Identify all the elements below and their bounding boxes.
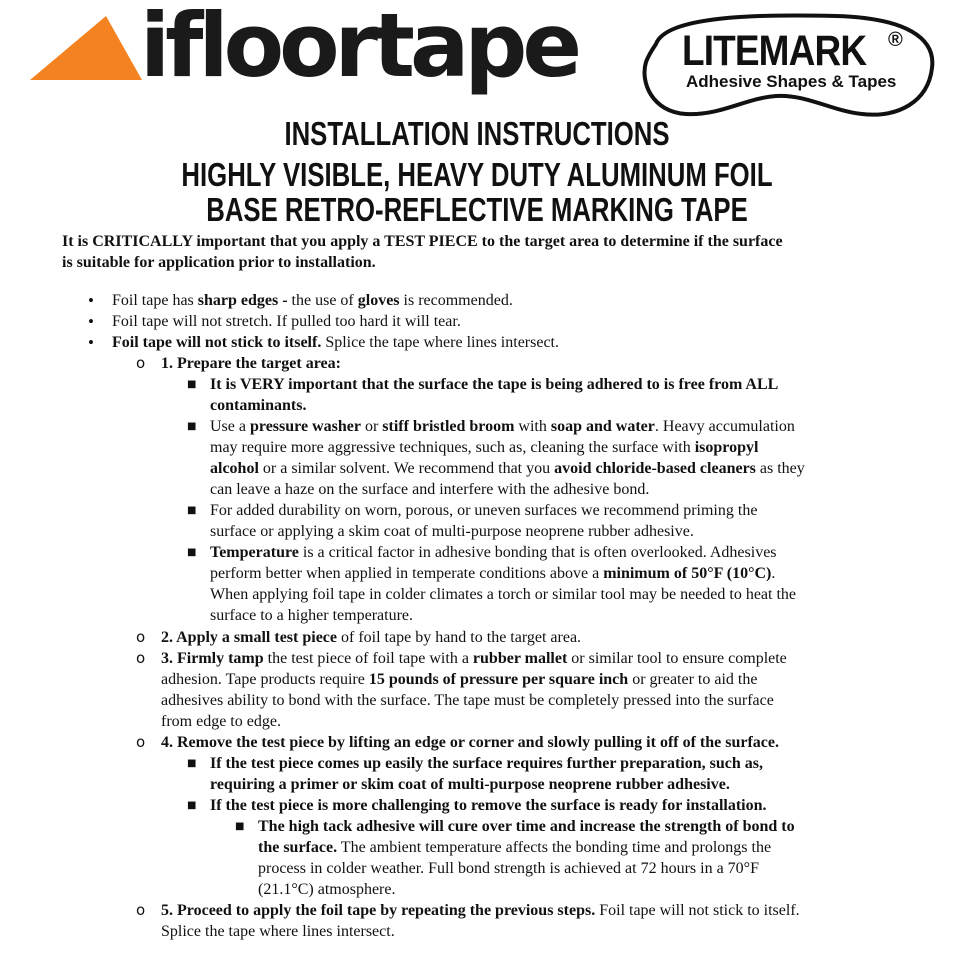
text: of foil tape by hand to the target area. [337,629,582,646]
text-bold: pressure washer [249,418,361,435]
text: or similar tool to ensure complete [567,650,787,667]
sub-bullet-marker: ■ [187,800,197,811]
text-bold: 5. Proceed to apply the foil tape by repeating the previous steps. [161,902,596,919]
sub-bullet-marker: ■ [187,505,197,516]
text-bold: 3. Firmly tamp [161,650,264,667]
bullet-marker: • [88,291,94,310]
text: may require more aggressive techniques, such as, cleaning the surface with [210,439,695,456]
text: or a similar solvent. We recommend that you [258,460,555,477]
step-4-sub-item-line: (21.1°C) atmosphere. [258,881,396,898]
step-marker: o [136,649,146,667]
text: Foil tape will not stick to itself. [595,902,800,919]
step-marker: o [136,354,146,372]
document-subtitle-line-1: HIGHLY VISIBLE, HEAVY DUTY ALUMINUM FOIL [181,156,773,193]
text-bold: soap and water [550,418,655,435]
document-subtitle-line-2: BASE RETRO-REFLECTIVE MARKING TAPE [206,191,748,228]
text: Splice the tape where lines intersect. [321,334,559,351]
intro-line: It is CRITICALLY important that you apply a TEST PIECE to the target area to determine if the surface [62,233,783,250]
bullet-no-stretch: Foil tape will not stretch. If pulled too hard it will tear. [112,313,461,330]
sub-bullet-marker: ■ [187,421,197,432]
ifloortape-logo-text: ifloortape [140,0,578,97]
text: or [360,418,383,435]
step-1-item-4-line [210,542,777,563]
text: . Heavy accumulation [654,418,795,435]
step-4-sub-item-line: process in colder weather. Full bond strength is achieved at 72 hours in a 70°F [258,860,759,877]
text-bold: sharp edges - [197,292,292,309]
step-4-item-2-line: If the test piece is more challenging to remove the surface is ready for installation. [210,797,767,814]
step-3-line [161,669,757,690]
ifloortape-logo [28,0,608,116]
text: The ambient temperature affects the bonding time and prolongs the [337,839,772,856]
text-bold: minimum of 50°F (10°C) [603,565,772,582]
sub-bullet-marker: ■ [187,758,197,769]
orange-triangle-icon [28,8,146,92]
step-4-title: 4. Remove the test piece by lifting an edge or corner and slowly pulling it off of the surface. [161,734,780,751]
text-bold: 15 pounds of pressure per square inch [368,671,629,688]
text: is recommended. [399,292,513,309]
litemark-tagline: Adhesive Shapes & Tapes [686,72,897,91]
registered-mark: ® [888,29,903,51]
step-1-item-1-line: It is VERY important that the surface the tape is being adhered to is free from ALL [210,376,779,393]
step-1-item-1-line: contaminants. [210,397,307,414]
text: the test piece of foil tape with a [263,650,473,667]
step-4-item-1-line: If the test piece comes up easily the surface requires further preparation, such as, [210,755,763,772]
step-3-line [161,648,787,669]
step-1-title: 1. Prepare the target area: [161,355,341,372]
text: is a critical factor in adhesive bonding that is often overlooked. Adhesives [298,544,777,561]
text: adhesion. Tape products require [161,671,369,688]
text-bold: Temperature [210,544,299,561]
text-bold: gloves [357,292,400,309]
bullet-marker: • [88,333,94,352]
text: or greater to aid the [628,671,758,688]
step-1-item-4-line: surface to a higher temperature. [210,607,414,624]
step-4-sub-item-line: The high tack adhesive will cure over time and increase the strength of bond to [258,818,795,835]
sub-sub-bullet-marker: ■ [235,821,245,832]
text: the use of [291,292,358,309]
text-bold: 2. Apply a small test piece [161,629,337,646]
step-3-line: from edge to edge. [161,713,281,730]
text-bold: the surface. [258,839,338,856]
sub-bullet-marker: ■ [187,379,197,390]
intro-line: is suitable for application prior to installation. [62,254,376,271]
bullet-marker: • [88,312,94,331]
step-1-item-2-line [210,458,805,479]
text-bold: rubber mallet [472,650,568,667]
text-bold: stiff bristled broom [382,418,515,435]
litemark-logo-name: LITEMARK [682,27,867,75]
text-bold: alcohol [210,460,259,477]
text-bold: avoid chloride-based cleaners [554,460,756,477]
step-marker: o [136,628,146,646]
text-bold: isopropyl [694,439,759,456]
document-title: INSTALLATION INSTRUCTIONS [284,115,670,152]
step-5-line: Splice the tape where lines intersect. [161,923,395,940]
text: perform better when applied in temperate conditions above a [210,565,604,582]
step-1-item-2-line [210,437,758,458]
sub-bullet-marker: ■ [187,547,197,558]
step-marker: o [136,901,146,919]
text-bold: Foil tape will not stick to itself. [112,334,322,351]
step-4-item-1-line: requiring a primer or skim coat of multi-purpose neoprene rubber adhesive. [210,776,730,793]
bullet-no-stick [112,332,559,353]
step-4-sub-item-line [258,837,771,858]
step-5-line [161,900,800,921]
intro-paragraph [62,231,904,273]
step-1-item-2-line: can leave a haze on the surface and interfere with the adhesive bond. [210,481,650,498]
step-marker: o [136,733,146,751]
text: Foil tape has [112,292,198,309]
step-2 [161,627,581,648]
text: as they [755,460,805,477]
bullet-sharp-edges [112,290,513,311]
text: . [771,565,776,582]
step-1-item-2-line [210,416,795,437]
step-1-item-4-line: When applying foil tape in colder climates a torch or similar tool may be needed to heat the [210,586,797,603]
text: Use a [210,418,250,435]
litemark-logo [636,10,938,126]
step-1-item-3-line: For added durability on worn, porous, or uneven surfaces we recommend priming the [210,502,758,519]
step-3-line: adhesives ability to bond with the surface. The tape must be completely pressed into the surface [161,692,774,709]
text: with [514,418,551,435]
step-1-item-4-line [210,563,775,584]
step-1-item-3-line: surface or applying a skim coat of multi-purpose neoprene rubber adhesive. [210,523,694,540]
